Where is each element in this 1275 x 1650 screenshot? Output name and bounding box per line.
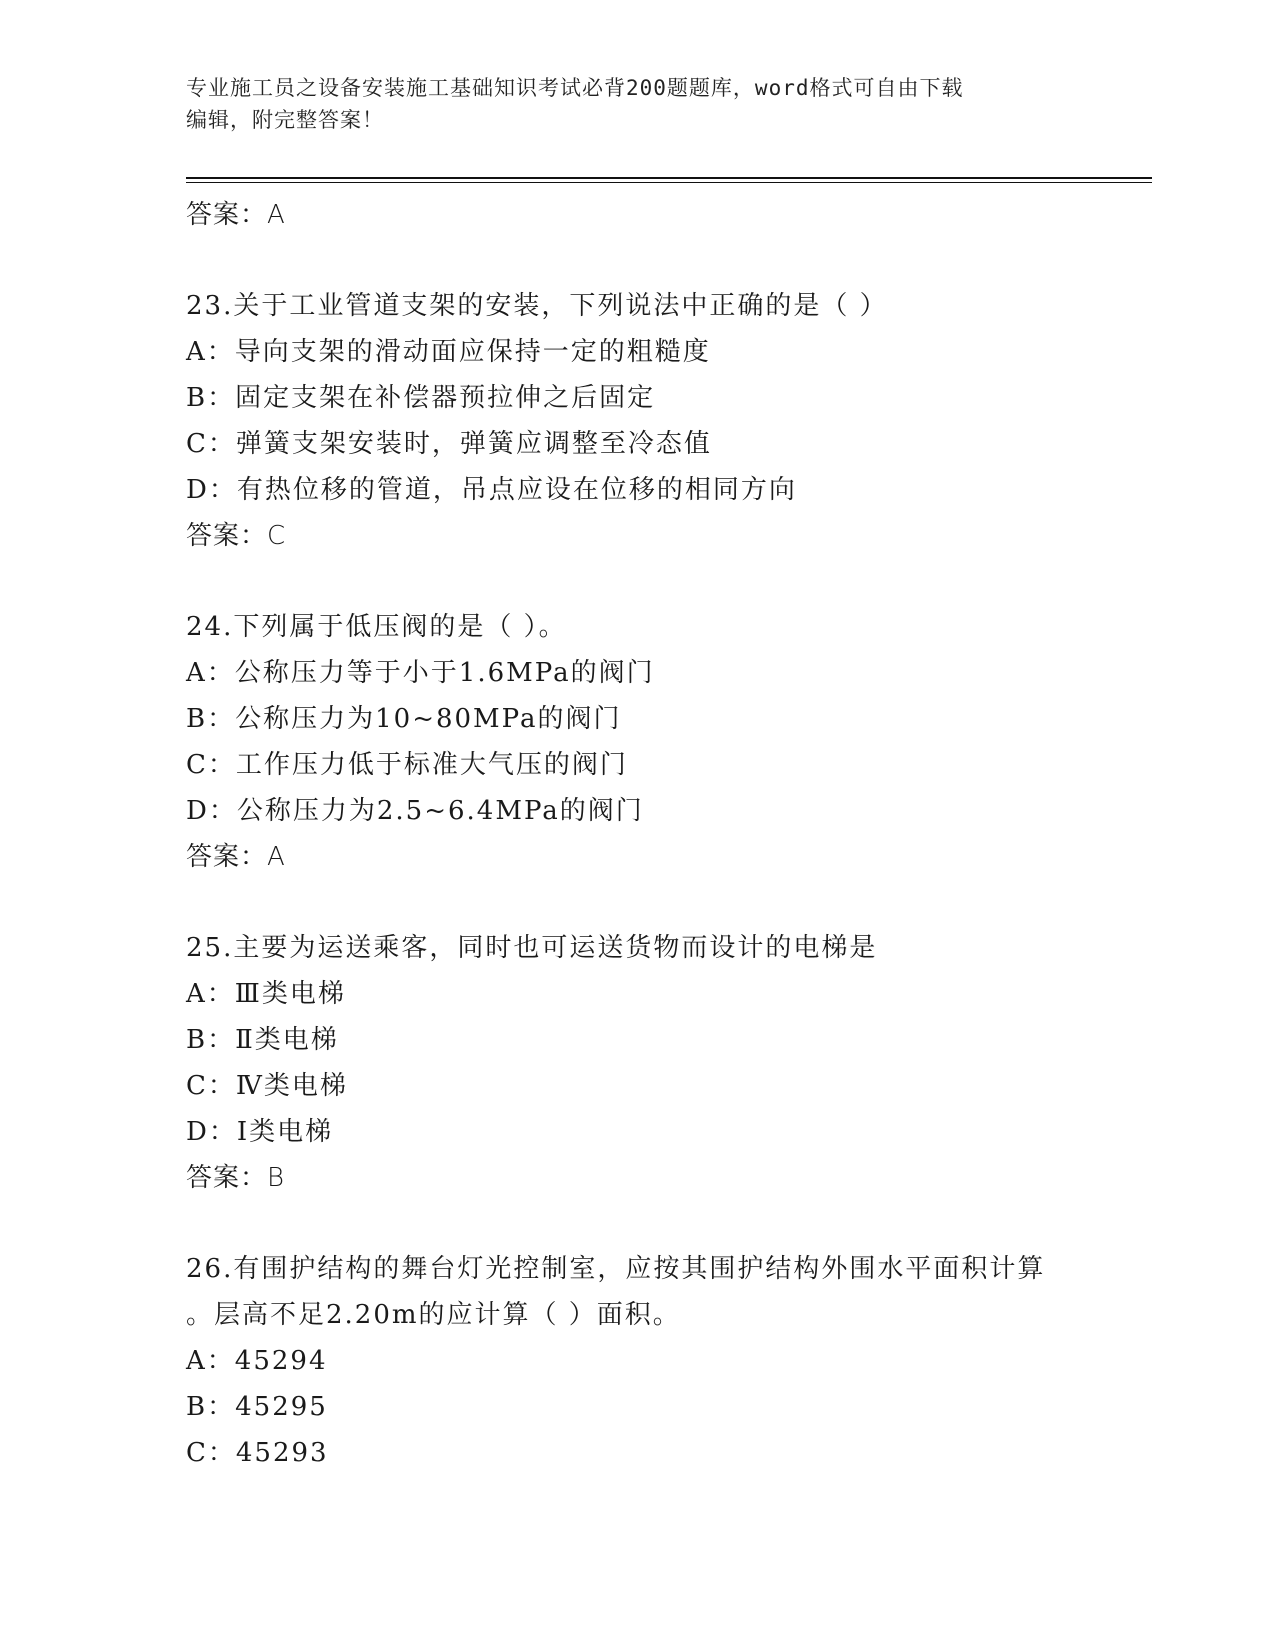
question-block-24	[186, 604, 1146, 880]
answer-line: 答案：B	[186, 1163, 286, 1193]
header-line-1: 专业施工员之设备安装施工基础知识考试必背200题题库，word格式可自由下载	[186, 76, 964, 100]
option-b: B：固定支架在补偿器预拉伸之后固定	[186, 383, 656, 413]
option-a: A：导向支架的滑动面应保持一定的粗糙度	[186, 337, 711, 367]
option-b: B：45295	[186, 1392, 328, 1422]
spacer	[186, 238, 1146, 283]
question-title: 25.主要为运送乘客，同时也可运送货物而设计的电梯是	[186, 933, 878, 963]
answer-line: 答案：A	[186, 200, 286, 230]
question-content	[186, 192, 1146, 1476]
option-c: C：45293	[186, 1438, 329, 1468]
option-c: C：Ⅳ类电梯	[186, 1071, 348, 1101]
question-block-23	[186, 283, 1146, 559]
question-title-line-1: 26.有围护结构的舞台灯光控制室，应按其围护结构外围水平面积计算	[186, 1254, 1046, 1284]
option-a: A：公称压力等于小于1.6MPa的阀门	[186, 658, 655, 688]
spacer	[186, 559, 1146, 604]
option-d: D：公称压力为2.5~6.4MPa的阀门	[186, 796, 644, 826]
spacer	[186, 1201, 1146, 1246]
option-b: B：公称压力为10~80MPa的阀门	[186, 704, 622, 734]
question-block-25	[186, 925, 1146, 1201]
option-c: C：弹簧支架安装时，弹簧应调整至冷态值	[186, 429, 712, 459]
option-b: B：Ⅱ类电梯	[186, 1025, 339, 1055]
header-rule-thin	[186, 182, 1152, 183]
option-a: A：Ⅲ类电梯	[186, 979, 346, 1009]
answer-line: 答案：C	[186, 521, 287, 551]
spacer	[186, 880, 1146, 925]
option-d: D：Ⅰ类电梯	[186, 1117, 334, 1147]
option-d: D：有热位移的管道，吊点应设在位移的相同方向	[186, 475, 797, 505]
option-a: A：45294	[186, 1346, 328, 1376]
option-c: C：工作压力低于标准大气压的阀门	[186, 750, 628, 780]
document-header	[186, 72, 1086, 136]
header-rule-thick	[186, 177, 1152, 179]
question-title: 24.下列属于低压阀的是（ ）。	[186, 612, 567, 642]
question-title: 23.关于工业管道支架的安装，下列说法中正确的是（ ）	[186, 291, 888, 321]
question-block-26	[186, 1246, 1146, 1476]
header-line-2: 编辑，附完整答案！	[186, 108, 384, 132]
answer-line: 答案：A	[186, 842, 286, 872]
question-title-line-2: 。层高不足2.20m的应计算（ ）面积。	[186, 1300, 681, 1330]
